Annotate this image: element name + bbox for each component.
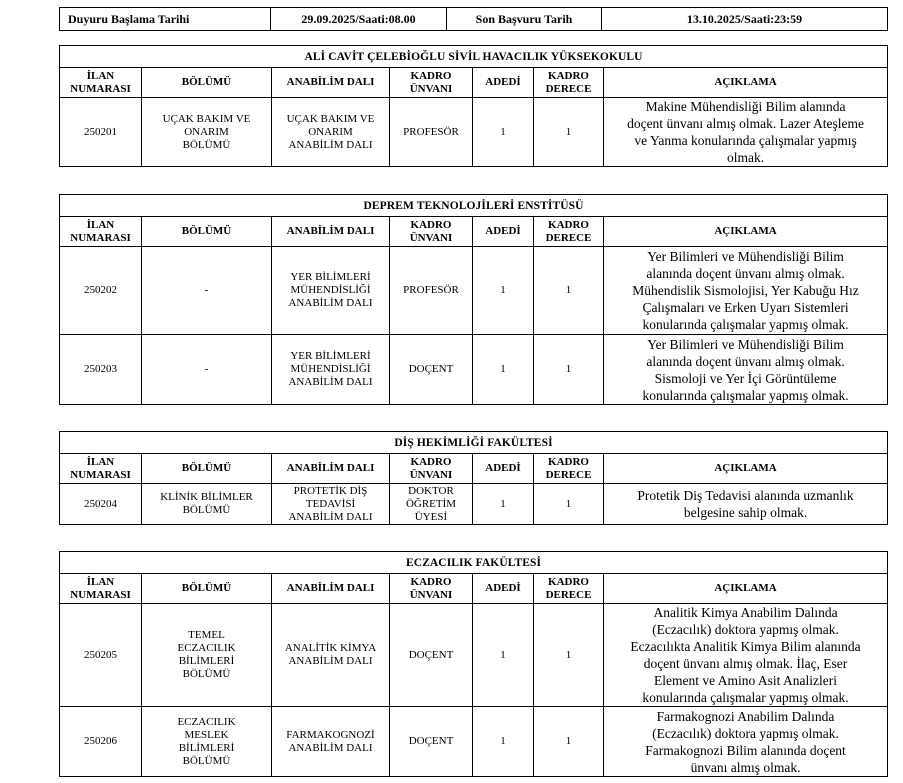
column-header-aciklama	[604, 68, 888, 98]
table-row	[60, 247, 888, 335]
grade-line: 1	[565, 125, 572, 138]
department-cell	[142, 335, 272, 405]
column-header-ilan	[60, 454, 142, 484]
column-header-kadro-derece-line: KADRO	[548, 69, 589, 82]
position-title-line: DOÇENT	[408, 735, 454, 747]
column-header-adet-line: ADEDİ	[485, 582, 521, 594]
column-header-kadro-derece-line: DERECE	[545, 588, 592, 601]
column-header-ilan-line: İLAN	[86, 218, 115, 231]
description-line: Mühendislik Sismolojisi, Yer Kabuğu Hız	[632, 283, 859, 298]
description-line: Protetik Diş Tedavisi alanında uzmanlık	[637, 488, 854, 503]
description-line: konularında çalışmalar yapmış olmak.	[642, 690, 849, 705]
position-title-line: DOÇENT	[408, 648, 454, 661]
grade-cell	[534, 604, 604, 707]
department-line: BÖLÜMÜ	[182, 504, 231, 516]
description-line: (Eczacılık) doktora yapmış olmak.	[652, 725, 839, 741]
column-header-anabilim-line: ANABİLİM DALI	[286, 225, 375, 237]
section-title: ECZACILIK FAKÜLTESİ	[60, 552, 888, 574]
description-line: Element ve Amino Asit Analizleri	[654, 673, 837, 688]
division-line: YER BİLİMLERİ	[290, 350, 371, 362]
start-date-label: Duyuru Başlama Tarihi	[60, 8, 271, 31]
description-cell	[604, 604, 888, 707]
ilan-number-cell	[60, 98, 142, 167]
column-header-adet	[473, 574, 534, 604]
department-line: BÖLÜMÜ	[182, 668, 231, 680]
column-header-bolum-line: BÖLÜMÜ	[181, 225, 232, 237]
table-row	[60, 484, 888, 525]
grade-cell	[534, 247, 604, 335]
table-row	[60, 335, 888, 405]
column-header-kadro-derece-line: KADRO	[548, 455, 589, 468]
description-cell	[604, 484, 888, 525]
division-cell	[272, 247, 390, 335]
column-header-bolum-line: BÖLÜMÜ	[181, 582, 232, 594]
column-header-anabilim	[272, 217, 390, 247]
description-line: ünvanı almış olmak.	[690, 759, 801, 775]
division-line: TEDAVİSİ	[305, 497, 356, 510]
position-title-line: PROFESÖR	[403, 284, 459, 296]
division-line: ANABİLİM DALI	[288, 297, 373, 309]
column-header-anabilim	[272, 454, 390, 484]
section-table	[59, 551, 888, 777]
section-table	[59, 45, 888, 167]
column-header-ilan	[60, 574, 142, 604]
column-header-kadro-unvan-line: ÜNVANI	[409, 588, 453, 601]
column-header-bolum-line: BÖLÜMÜ	[181, 76, 232, 88]
column-header-kadro-derece	[534, 574, 604, 604]
column-header-aciklama-line: AÇIKLAMA	[714, 582, 777, 594]
description-cell	[604, 98, 888, 167]
grade-cell	[534, 98, 604, 167]
column-header-kadro-unvan-line: KADRO	[410, 218, 452, 231]
column-header-aciklama-line: AÇIKLAMA	[714, 225, 777, 237]
position-title-cell	[390, 98, 473, 167]
description-line: belgesine sahip olmak.	[683, 505, 808, 520]
column-header-ilan-line: NUMARASI	[70, 82, 131, 95]
division-cell	[272, 98, 390, 167]
ilan-number-cell	[60, 335, 142, 405]
department-line: ECZACILIK	[177, 715, 236, 728]
department-line: -	[204, 363, 209, 375]
ilan-number-line: 250201	[84, 125, 117, 138]
description-line: Yer Bilimleri ve Mühendisliği Bilim	[647, 336, 844, 352]
grade-line: 1	[565, 363, 572, 375]
end-date-value: 13.10.2025/Saati:23:59	[602, 8, 888, 31]
grade-cell	[534, 707, 604, 777]
grade-line: 1	[565, 497, 572, 510]
description-cell	[604, 707, 888, 777]
column-header-aciklama-line: AÇIKLAMA	[714, 76, 777, 88]
quantity-cell	[473, 247, 534, 335]
division-line: PROTETİK DİŞ	[293, 484, 368, 497]
position-title-cell	[390, 247, 473, 335]
position-title-line: DOKTOR	[408, 484, 454, 497]
quantity-line: 1	[500, 648, 506, 661]
description-line: olmak.	[726, 150, 765, 165]
column-header-kadro-unvan-line: ÜNVANI	[409, 82, 453, 95]
column-header-anabilim	[272, 68, 390, 98]
ilan-number-cell	[60, 707, 142, 777]
division-cell	[272, 484, 390, 525]
column-header-kadro-unvan	[390, 217, 473, 247]
column-header-anabilim-line: ANABİLİM DALI	[286, 462, 375, 474]
ilan-number-cell	[60, 484, 142, 525]
column-header-ilan-line: İLAN	[86, 575, 115, 588]
column-header-ilan	[60, 217, 142, 247]
description-line: Makine Mühendisliği Bilim alanında	[645, 99, 846, 114]
end-date-label: Son Başvuru Tarih	[447, 8, 602, 31]
position-title-line: PROFESÖR	[403, 125, 459, 138]
column-header-ilan	[60, 68, 142, 98]
ilan-number-line: 250204	[84, 497, 117, 510]
description-line: konularında çalışmalar yapmış olmak.	[642, 317, 849, 332]
column-header-aciklama	[604, 454, 888, 484]
description-line: Analitik Kimya Anabilim Dalında	[653, 605, 838, 620]
column-header-kadro-unvan	[390, 68, 473, 98]
column-header-adet	[473, 454, 534, 484]
column-header-aciklama	[604, 217, 888, 247]
column-header-kadro-unvan-line: KADRO	[410, 455, 452, 468]
description-line: Çalışmaları ve Erken Uyarı Sistemleri	[642, 300, 849, 315]
quantity-line: 1	[500, 735, 506, 747]
grade-line: 1	[565, 735, 572, 747]
description-line: Eczacılıkta Analitik Kimya Bilim alanında	[630, 639, 861, 654]
position-title-cell	[390, 484, 473, 525]
position-title-line: DOÇENT	[408, 363, 454, 375]
division-line: YER BİLİMLERİ	[290, 271, 371, 283]
column-header-kadro-unvan-line: ÜNVANI	[409, 231, 453, 244]
column-header-kadro-derece	[534, 454, 604, 484]
department-cell	[142, 247, 272, 335]
section-title: DİŞ HEKİMLİĞİ FAKÜLTESİ	[60, 432, 888, 454]
division-line: ANABİLİM DALI	[288, 138, 373, 151]
column-header-anabilim-line: ANABİLİM DALI	[286, 582, 375, 594]
quantity-cell	[473, 98, 534, 167]
column-header-kadro-unvan-line: KADRO	[410, 575, 452, 588]
column-header-bolum-line: BÖLÜMÜ	[181, 462, 232, 474]
division-line: ANABİLİM DALI	[288, 655, 373, 667]
column-header-ilan-line: İLAN	[86, 455, 115, 468]
position-title-cell	[390, 707, 473, 777]
department-line: ONARIM	[184, 125, 229, 138]
department-line: UÇAK BAKIM VE	[162, 112, 251, 125]
column-header-bolum	[142, 574, 272, 604]
division-line: ANALİTİK KİMYA	[284, 642, 377, 654]
position-title-cell	[390, 335, 473, 405]
quantity-cell	[473, 484, 534, 525]
division-line: ANABİLİM DALI	[288, 376, 373, 388]
quantity-line: 1	[500, 284, 506, 296]
description-line: Farmakognozi Bilim alanında doçent	[645, 742, 846, 758]
ilan-number-cell	[60, 604, 142, 707]
section-title: ALİ CAVİT ÇELEBİOĞLU SİVİL HAVACILIK YÜKSEKOKULU	[60, 46, 888, 68]
column-header-kadro-derece-line: KADRO	[548, 575, 589, 588]
column-header-bolum	[142, 454, 272, 484]
division-cell	[272, 604, 390, 707]
column-header-kadro-unvan-line: ÜNVANI	[409, 468, 453, 481]
section-title: DEPREM TEKNOLOJİLERİ ENSTİTÜSÜ	[60, 195, 888, 217]
department-line: ECZACILIK	[177, 642, 236, 654]
position-title-line: ÖĞRETİM	[405, 497, 457, 510]
description-line: doçent ünvanı almış olmak. Lazer Ateşleme	[627, 116, 865, 131]
description-line: konularında çalışmalar yapmış olmak.	[642, 387, 849, 403]
description-line: Farmakognozi Anabilim Dalında	[656, 708, 835, 724]
table-row	[60, 707, 888, 777]
column-header-kadro-unvan	[390, 574, 473, 604]
department-line: BİLİMLERİ	[178, 741, 235, 754]
quantity-cell	[473, 707, 534, 777]
department-line: MESLEK	[184, 728, 229, 741]
section-table	[59, 431, 888, 525]
grade-cell	[534, 335, 604, 405]
quantity-line: 1	[500, 363, 506, 375]
column-header-anabilim	[272, 574, 390, 604]
column-header-kadro-derece-line: DERECE	[545, 231, 592, 244]
department-line: BÖLÜMÜ	[182, 138, 231, 151]
department-line: BİLİMLERİ	[178, 655, 235, 667]
column-header-adet-line: ADEDİ	[485, 76, 521, 88]
column-header-kadro-derece-line: KADRO	[548, 218, 589, 231]
department-line: -	[204, 284, 209, 296]
column-header-adet-line: ADEDİ	[485, 462, 521, 474]
description-cell	[604, 247, 888, 335]
ilan-number-line: 250203	[84, 363, 117, 375]
table-row	[60, 604, 888, 707]
division-cell	[272, 335, 390, 405]
department-line: TEMEL	[188, 629, 225, 641]
table-row	[60, 98, 888, 167]
column-header-aciklama	[604, 574, 888, 604]
description-cell	[604, 335, 888, 405]
column-header-kadro-derece	[534, 68, 604, 98]
division-line: UÇAK BAKIM VE	[286, 112, 375, 125]
quantity-cell	[473, 335, 534, 405]
column-header-adet-line: ADEDİ	[485, 225, 521, 237]
description-line: doçent ünvanı almış olmak. İlaç, Eser	[643, 656, 848, 671]
department-cell	[142, 98, 272, 167]
column-header-bolum	[142, 217, 272, 247]
ilan-number-line: 250206	[84, 735, 117, 747]
position-title-line: ÜYESİ	[414, 510, 448, 523]
position-title-cell	[390, 604, 473, 707]
column-header-kadro-unvan-line: KADRO	[410, 69, 452, 82]
department-cell	[142, 707, 272, 777]
column-header-bolum	[142, 68, 272, 98]
column-header-adet	[473, 68, 534, 98]
quantity-line: 1	[500, 497, 506, 510]
column-header-kadro-unvan	[390, 454, 473, 484]
division-line: ANABİLİM DALI	[288, 510, 373, 523]
division-cell	[272, 707, 390, 777]
column-header-ilan-line: NUMARASI	[70, 588, 131, 601]
column-header-aciklama-line: AÇIKLAMA	[714, 462, 777, 474]
description-line: Yer Bilimleri ve Mühendisliği Bilim	[647, 249, 844, 264]
column-header-kadro-derece	[534, 217, 604, 247]
column-header-kadro-derece-line: DERECE	[545, 468, 592, 481]
ilan-number-line: 250202	[84, 284, 117, 296]
grade-line: 1	[565, 284, 572, 296]
department-cell	[142, 484, 272, 525]
quantity-cell	[473, 604, 534, 707]
column-header-adet	[473, 217, 534, 247]
column-header-ilan-line: NUMARASI	[70, 468, 131, 481]
column-header-anabilim-line: ANABİLİM DALI	[286, 76, 375, 88]
description-line: Sismoloji ve Yer İçi Görüntüleme	[654, 370, 837, 386]
department-line: BÖLÜMÜ	[182, 754, 231, 767]
department-cell	[142, 604, 272, 707]
section-table	[59, 194, 888, 405]
grade-cell	[534, 484, 604, 525]
ilan-number-cell	[60, 247, 142, 335]
division-line: MÜHENDİSLİĞİ	[290, 363, 371, 375]
ilan-number-line: 250205	[84, 648, 117, 661]
start-date-value: 29.09.2025/Saati:08.00	[271, 8, 447, 31]
column-header-ilan-line: İLAN	[86, 69, 115, 82]
division-line: ONARIM	[308, 125, 353, 138]
division-line: FARMAKOGNOZİ	[286, 728, 375, 741]
grade-line: 1	[565, 648, 572, 661]
division-line: ANABİLİM DALI	[288, 741, 373, 754]
description-line: (Eczacılık) doktora yapmış olmak.	[652, 622, 839, 637]
quantity-line: 1	[500, 125, 506, 138]
description-line: ve Yanma konularında çalışmalar yapmış	[634, 133, 857, 148]
announcement-dates-table	[59, 7, 888, 31]
department-line: KLİNİK BİLİMLER	[160, 491, 253, 503]
description-line: alanında doçent ünvanı almış olmak.	[646, 266, 845, 281]
column-header-kadro-derece-line: DERECE	[545, 82, 592, 95]
description-line: alanında doçent ünvanı almış olmak.	[646, 353, 845, 369]
division-line: MÜHENDİSLİĞİ	[290, 284, 371, 296]
column-header-ilan-line: NUMARASI	[70, 231, 131, 244]
